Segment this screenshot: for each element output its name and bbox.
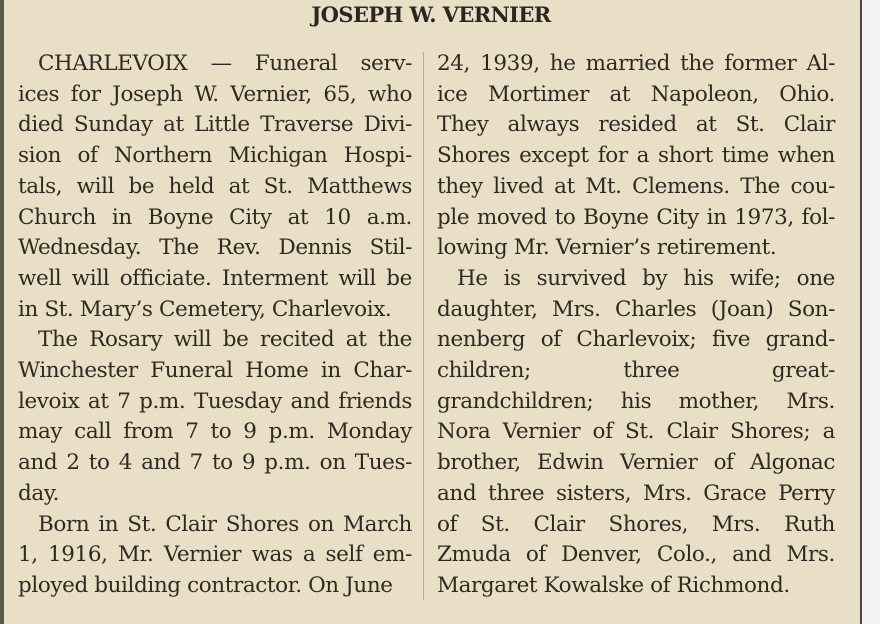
text-line: Church in Boyne City at 10 a.m. bbox=[18, 204, 412, 230]
text-line: Nora Vernier of St. Clair Shores; a bbox=[437, 419, 835, 445]
left-column bbox=[18, 49, 412, 602]
text-line: grandchildren; his mother, Mrs. bbox=[437, 388, 835, 414]
text-line: nenberg of Charlevoix; five grand- bbox=[437, 327, 835, 353]
text-line: Wednesday. The Rev. Dennis Stil- bbox=[18, 235, 412, 261]
text-line: of St. Clair Shores, Mrs. Ruth bbox=[437, 511, 835, 537]
text-line: They always resided at St. Clair bbox=[437, 112, 835, 138]
right-column bbox=[437, 49, 835, 602]
text-line: The Rosary will be recited at the bbox=[38, 327, 412, 353]
clipping-edge bbox=[860, 0, 862, 624]
obituary-paragraph bbox=[437, 49, 835, 264]
obituary-paragraph bbox=[437, 264, 835, 602]
text-line: in St. Mary’s Cemetery, Charlevoix. bbox=[18, 296, 392, 322]
text-line: Margaret Kowalske of Richmond. bbox=[437, 572, 790, 598]
text-line: day. bbox=[18, 480, 60, 506]
column-divider bbox=[423, 52, 424, 600]
text-line: CHARLEVOIX — Funeral serv- bbox=[38, 51, 412, 76]
text-line: Winchester Funeral Home in Char- bbox=[18, 358, 412, 384]
text-line: Born in St. Clair Shores on March bbox=[38, 511, 412, 537]
obituary-paragraph bbox=[18, 510, 412, 602]
text-line: daughter, Mrs. Charles (Joan) Son- bbox=[437, 296, 835, 322]
text-line: died Sunday at Little Traverse Divi- bbox=[18, 112, 412, 138]
text-line: tals, will be held at St. Matthews bbox=[18, 173, 412, 199]
text-line: ice Mortimer at Napoleon, Ohio. bbox=[437, 81, 835, 107]
obituary-headline: JOSEPH W. VERNIER bbox=[311, 2, 551, 27]
text-line: well will officiate. Interment will be bbox=[18, 265, 412, 291]
text-line: and three sisters, Mrs. Grace Perry bbox=[437, 480, 835, 506]
obituary-paragraph bbox=[18, 325, 412, 509]
text-line: may call from 7 to 9 p.m. Monday bbox=[18, 419, 412, 445]
text-line: they lived at Mt. Clemens. The cou- bbox=[437, 173, 835, 199]
text-line: ployed building contractor. On June bbox=[18, 572, 393, 598]
text-line: Zmuda of Denver, Colo., and Mrs. bbox=[437, 542, 835, 568]
text-line: 24, 1939, he married the former Al- bbox=[437, 51, 835, 76]
text-line: sion of Northern Michigan Hospi- bbox=[18, 143, 412, 169]
text-line: and 2 to 4 and 7 to 9 p.m. on Tues- bbox=[18, 450, 412, 476]
text-line: ple moved to Boyne City in 1973, fol- bbox=[437, 204, 835, 230]
text-line: ices for Joseph W. Vernier, 65, who bbox=[18, 81, 412, 107]
obituary-paragraph bbox=[18, 49, 412, 325]
text-line: brother, Edwin Vernier of Algonac bbox=[437, 450, 835, 476]
left-border-rule bbox=[0, 0, 4, 624]
text-line: lowing Mr. Vernier’s retirement. bbox=[437, 235, 777, 261]
text-line: levoix at 7 p.m. Tuesday and friends bbox=[18, 388, 412, 414]
text-line: He is survived by his wife; one bbox=[457, 265, 835, 291]
text-line: children; three great- bbox=[437, 358, 835, 384]
text-line: 1, 1916, Mr. Vernier was a self em- bbox=[18, 542, 412, 568]
text-line: Shores except for a short time when bbox=[437, 143, 835, 169]
